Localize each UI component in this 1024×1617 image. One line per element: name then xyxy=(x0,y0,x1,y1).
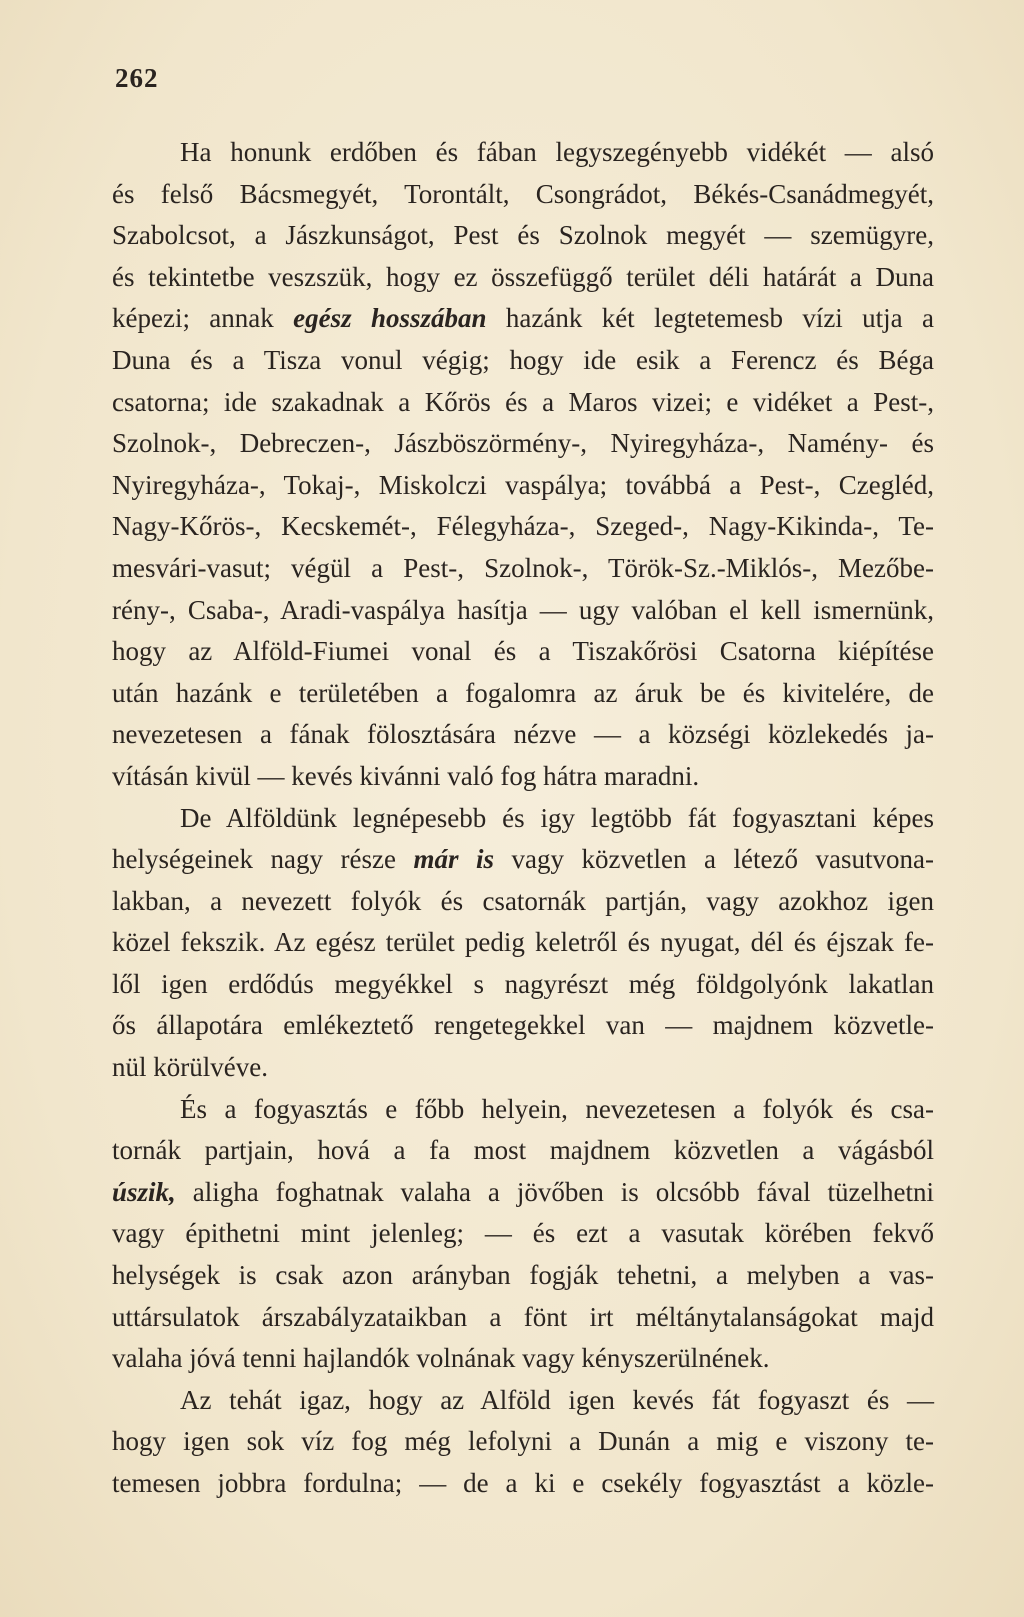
text-line: és felső Bácsmegyét, Torontált, Csongrádot, Békés-Csanádmegyét, xyxy=(112,178,934,209)
text-line: Szabolcsot, a Jászkunságot, Pest és Szolnok megyét — szemügyre, xyxy=(112,220,934,251)
emphasized-text: egész hosszában xyxy=(293,303,487,334)
text-line: Ha honunk erdőben és fában legyszegényebb vidékét — alsó xyxy=(180,137,934,167)
text-line: hogy igen sok víz fog még lefolyni a Dunán a mig e viszony te- xyxy=(112,1426,934,1457)
text-line: hogy az Alföld-Fiumei vonal és a Tiszakőrösi Csatorna kiépítése xyxy=(112,636,934,667)
text-line: közel fekszik. Az egész terület pedig keletről és nyugat, dél és éjszak fe- xyxy=(112,927,934,958)
text-line: ős állapotára emlékeztető rengetegekkel van — majdnem közvetle- xyxy=(112,1010,934,1041)
text-line: nül körülvéve. xyxy=(112,1052,268,1083)
text-line: És a fogyasztás e főbb helyein, nevezetesen a folyók és csa- xyxy=(180,1093,934,1124)
text-line xyxy=(112,298,934,340)
text-line xyxy=(112,1172,934,1214)
text-segment: hazánk két legtetemesb vízi utja a xyxy=(486,303,934,334)
text-line: temesen jobbra fordulna; — de a ki e csekély fogyasztást a közle- xyxy=(112,1468,934,1498)
text-segment: helységeinek nagy része xyxy=(112,844,414,875)
text-line: Nyiregyháza-, Tokaj-, Miskolczi vaspálya; továbbá a Pest-, Czegléd, xyxy=(112,469,934,500)
text-line: vagy épithetni mint jelenleg; — és ezt a vasutak körében fekvő xyxy=(112,1218,934,1249)
text-line: De Alföldünk legnépesebb és igy legtöbb fát fogyasztani képes xyxy=(180,802,934,833)
text-line: rény-, Csaba-, Aradi-vaspálya hasítja — ugy valóban el kell ismernünk, xyxy=(112,594,934,625)
emphasized-text: már is xyxy=(413,844,494,875)
text-line: uttársulatok árszabályzataikban a fönt irt méltánytalanságokat majd xyxy=(112,1301,934,1332)
text-line: után hazánk e területében a fogalomra az áruk be és kivitelére, de xyxy=(112,677,934,708)
text-line: Nagy-Kőrös-, Kecskemét-, Félegyháza-, Szeged-, Nagy-Kikinda-, Te- xyxy=(112,511,934,542)
text-line: tornák partjain, hová a fa most majdnem közvetlen a vágásból xyxy=(112,1135,934,1166)
text-line: lől igen erdődús megyékkel s nagyrészt még földgolyónk lakatlan xyxy=(112,968,934,999)
text-segment: aligha foghatnak valaha a jövőben is olcsóbb fával tüzelhetni xyxy=(175,1176,934,1207)
text-line: mesvári-vasut; végül a Pest-, Szolnok-, Török-Sz.-Miklós-, Mezőbe- xyxy=(112,552,934,583)
text-line: Duna és a Tisza vonul végig; hogy ide esik a Ferencz és Béga xyxy=(112,344,934,375)
text-line: csatorna; ide szakadnak a Kőrös és a Maros vizei; e vidéket a Pest-, xyxy=(112,386,934,417)
text-line: nevezetesen a fának fölosztására nézve — a községi közlekedés ja- xyxy=(112,719,934,750)
emphasized-text: úszik, xyxy=(112,1176,176,1207)
text-segment: vagy közvetlen a létező vasutvona- xyxy=(494,844,934,875)
text-line: és tekintetbe veszszük, hogy ez összefüggő terület déli határát a Duna xyxy=(112,261,934,292)
body-text xyxy=(112,132,934,1505)
text-line: lakban, a nevezett folyók és csatornák partján, vagy azokhoz igen xyxy=(112,885,934,916)
text-line: vításán kivül — kevés kivánni való fog hátra maradni. xyxy=(112,760,700,791)
text-line: helységek is csak azon arányban fogják tehetni, a melyben a vas- xyxy=(112,1260,934,1291)
text-line xyxy=(112,839,934,881)
text-segment: képezi; annak xyxy=(112,303,294,334)
text-line: Szolnok-, Debreczen-, Jászböszörmény-, Nyiregyháza-, Namény- és xyxy=(112,428,934,459)
text-line: Az tehát igaz, hogy az Alföld igen kevés fát fogyaszt és — xyxy=(180,1384,934,1415)
page-number: 262 xyxy=(115,63,159,93)
text-line: valaha jóvá tenni hajlandók volnának vagy kényszerülnének. xyxy=(112,1343,770,1374)
